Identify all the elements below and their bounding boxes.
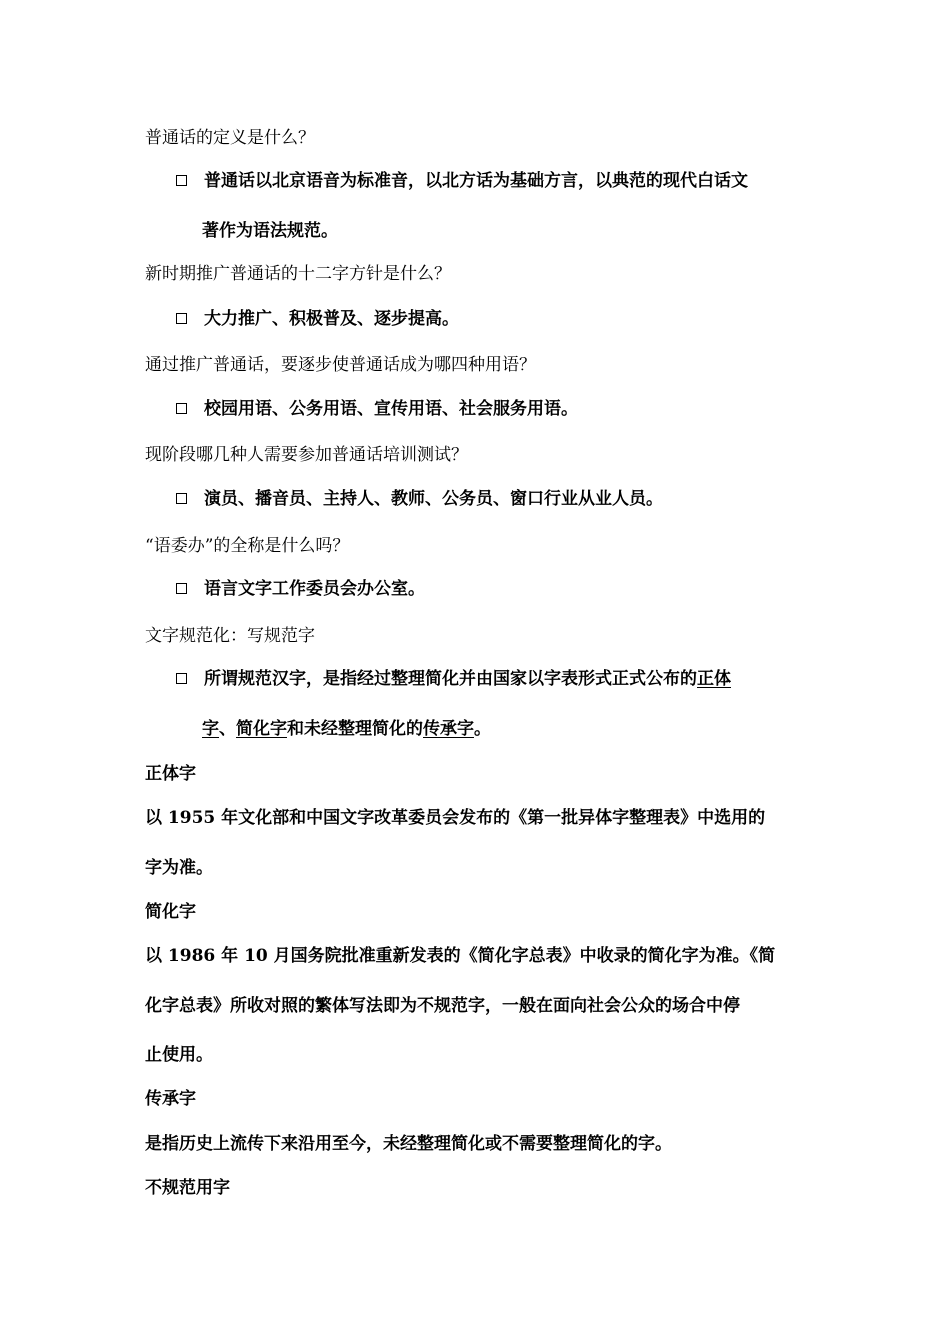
answer-2 [176, 307, 459, 331]
answer-6-line-2 [202, 717, 491, 741]
section-zhengtizi-line-2: 字为准。 [145, 858, 213, 878]
answer-3-line-1: 校园用语、公务用语、宣传用语、社会服务用语。 [204, 399, 578, 419]
answer-5-line-1: 语言文字工作委员会办公室。 [204, 579, 425, 599]
answer-3 [176, 397, 578, 421]
term-link-zhengti-end: 字 [202, 719, 219, 739]
checkbox-icon [176, 493, 187, 504]
checkbox-icon [176, 583, 187, 594]
term-link-chuancheng: 传承字 [423, 719, 474, 739]
question-4: 现阶段哪几种人需要参加普通话培训测试？ [145, 445, 468, 465]
answer-1-line-1: 普通话以北京语音为标准音，以北方话为基础方言，以典范的现代白话文 [204, 171, 748, 191]
checkbox-icon [176, 175, 187, 186]
checkbox-icon [176, 403, 187, 414]
answer-6-end: 。 [474, 719, 491, 739]
question-5: “语委办”的全称是什么吗？ [145, 536, 350, 556]
section-jianhuazi-line-3: 止使用。 [145, 1045, 213, 1065]
section-jianhuazi-line-1: 以 1986 年 10 月国务院批准重新发表的《简化字总表》中收录的简化字为准。《简 [145, 946, 776, 966]
checkbox-icon [176, 673, 187, 684]
answer-2-line-1: 大力推广、积极普及、逐步提高。 [204, 309, 459, 329]
checkbox-icon [176, 313, 187, 324]
answer-4 [176, 487, 663, 511]
section-heading-zhengtizi: 正体字 [145, 764, 196, 784]
question-2: 新时期推广普通话的十二字方针是什么？ [145, 264, 451, 284]
answer-6-line-1-text: 所谓规范汉字，是指经过整理简化并由国家以字表形式正式公布的 [204, 669, 697, 689]
answer-5 [176, 577, 425, 601]
question-1: 普通话的定义是什么？ [145, 128, 315, 148]
section-chuanchengzi-line-1: 是指历史上流传下来沿用至今，未经整理简化或不需要整理简化的字。 [145, 1134, 672, 1154]
section-heading-chuanchengzi: 传承字 [145, 1089, 196, 1109]
section-heading-buguifan: 不规范用字 [145, 1178, 230, 1198]
answer-6 [176, 667, 731, 691]
term-link-jianhua: 简化字 [236, 719, 287, 739]
section-heading-jianhuazi: 简化字 [145, 902, 196, 922]
term-link-zhengti: 正体 [697, 669, 731, 689]
section-zhengtizi-line-1: 以 1955 年文化部和中国文字改革委员会发布的《第一批异体字整理表》中选用的 [145, 808, 766, 828]
answer-6-mid: 和未经整理简化的 [287, 719, 423, 739]
question-6: 文字规范化：写规范字 [145, 626, 315, 646]
answer-1-line-2: 著作为语法规范。 [202, 221, 338, 241]
answer-1 [176, 169, 748, 193]
answer-6-sep: 、 [219, 719, 236, 739]
answer-4-line-1: 演员、播音员、主持人、教师、公务员、窗口行业从业人员。 [204, 489, 663, 509]
question-3: 通过推广普通话，要逐步使普通话成为哪四种用语？ [145, 355, 536, 375]
section-jianhuazi-line-2: 化字总表》所收对照的繁体写法即为不规范字，一般在面向社会公众的场合中停 [145, 996, 740, 1016]
